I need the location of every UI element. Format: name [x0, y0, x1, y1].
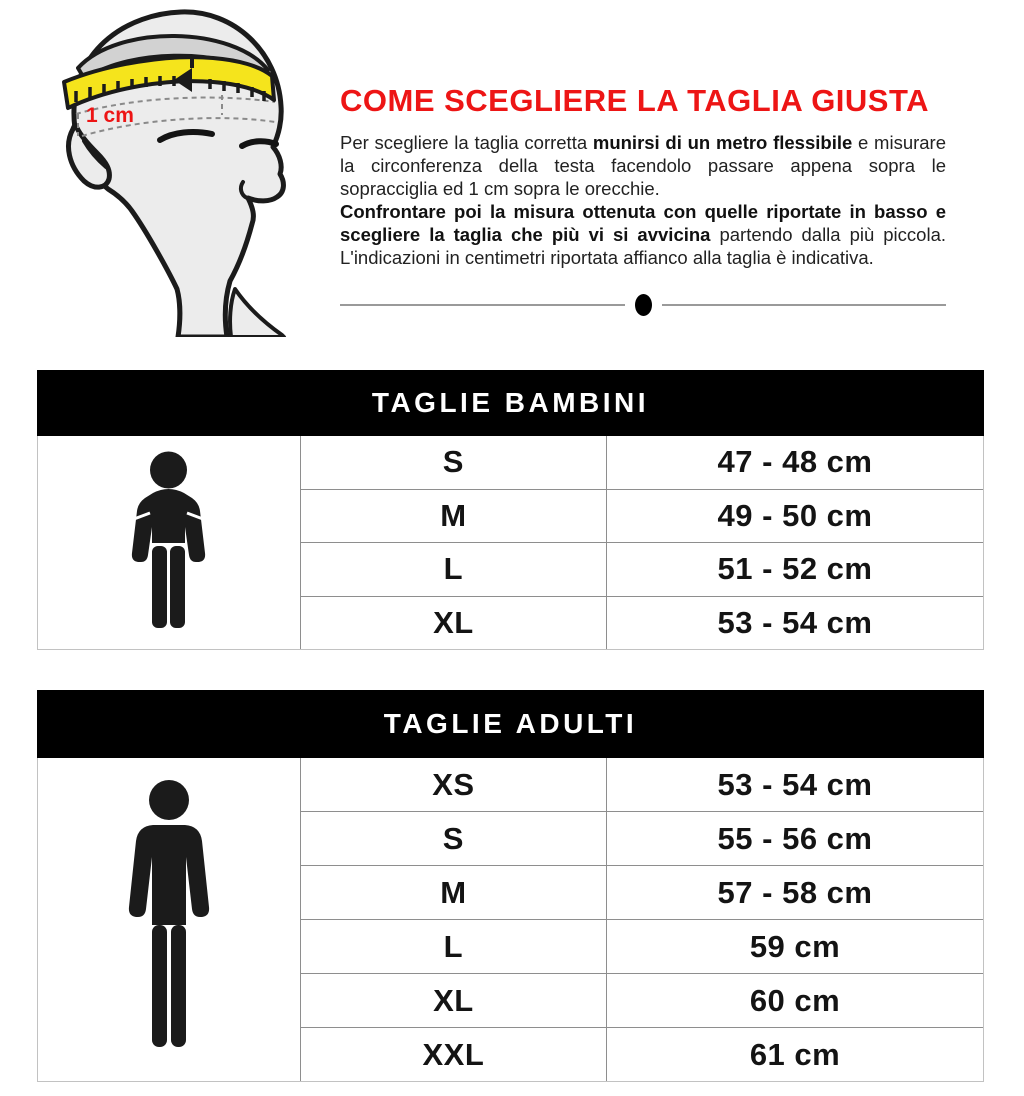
intro-paragraph-1 [340, 131, 946, 200]
adult-figure-icon [121, 777, 217, 1062]
intro-text: e misurare la circonferenza della testa facendolo passare appena sopra le sopracciglia ed 1 cm sopra le orecchie. [340, 132, 947, 199]
size-range: 51 - 52 cm [717, 551, 873, 587]
size-label: L [301, 920, 607, 973]
one-cm-label: 1 cm [86, 104, 134, 127]
size-range: 60 cm [749, 982, 841, 1018]
intro-text-bold: munirsi di un metro flessibile [592, 132, 853, 153]
table-row [301, 1028, 983, 1081]
size-label: M [301, 490, 607, 543]
adult-icon-cell [38, 758, 301, 1081]
table-row [301, 597, 983, 650]
size-label: XL [301, 974, 607, 1027]
page-title: COME SCEGLIERE LA TAGLIA GIUSTA [340, 83, 929, 118]
table-row [301, 490, 983, 544]
size-range: 59 cm [749, 928, 841, 964]
divider-dot [635, 294, 652, 316]
size-range: 61 cm [749, 1036, 841, 1072]
table-row [301, 758, 983, 812]
adult-size-rows [301, 758, 983, 1081]
size-range: 53 - 54 cm [717, 604, 873, 640]
size-range: 47 - 48 cm [717, 444, 873, 480]
size-range: 55 - 56 cm [717, 820, 873, 856]
table-row [301, 974, 983, 1028]
size-label: S [301, 436, 607, 489]
child-figure-icon [131, 449, 206, 637]
intro-text-bold: Confrontare poi la misura ottenuta con quelle riportate in basso e scegliere la taglia che più vi si avvicina [340, 201, 946, 245]
size-label: S [301, 812, 607, 865]
divider [340, 293, 946, 317]
intro-text: partendo dalla più piccola. L'indicazioni in centimetri riportata affianco alla taglia è indicativa. [340, 224, 946, 268]
size-label: L [301, 543, 607, 596]
size-range: 53 - 54 cm [717, 766, 873, 802]
head-measurement-illustration [28, 2, 328, 337]
table-row [301, 436, 983, 490]
size-range: 57 - 58 cm [717, 874, 873, 910]
table-row [301, 812, 983, 866]
size-label: M [301, 866, 607, 919]
children-icon-cell [38, 436, 301, 649]
children-size-rows [301, 436, 983, 649]
size-label: XXL [301, 1028, 607, 1081]
children-table-title: TAGLIE BAMBINI [37, 370, 984, 436]
divider-line [340, 304, 625, 306]
divider-line [662, 304, 947, 306]
size-label: XL [301, 597, 607, 650]
intro-text: Per scegliere la taglia corretta [340, 132, 593, 153]
table-row [301, 543, 983, 597]
adult-size-table [37, 690, 984, 1082]
children-size-table [37, 370, 984, 650]
intro-section [340, 84, 946, 317]
intro-paragraph-2 [340, 200, 946, 269]
adult-table-title: TAGLIE ADULTI [37, 690, 984, 758]
table-row [301, 920, 983, 974]
table-row [301, 866, 983, 920]
size-label: XS [301, 758, 607, 811]
size-range: 49 - 50 cm [717, 497, 873, 533]
shoulder [230, 289, 284, 337]
